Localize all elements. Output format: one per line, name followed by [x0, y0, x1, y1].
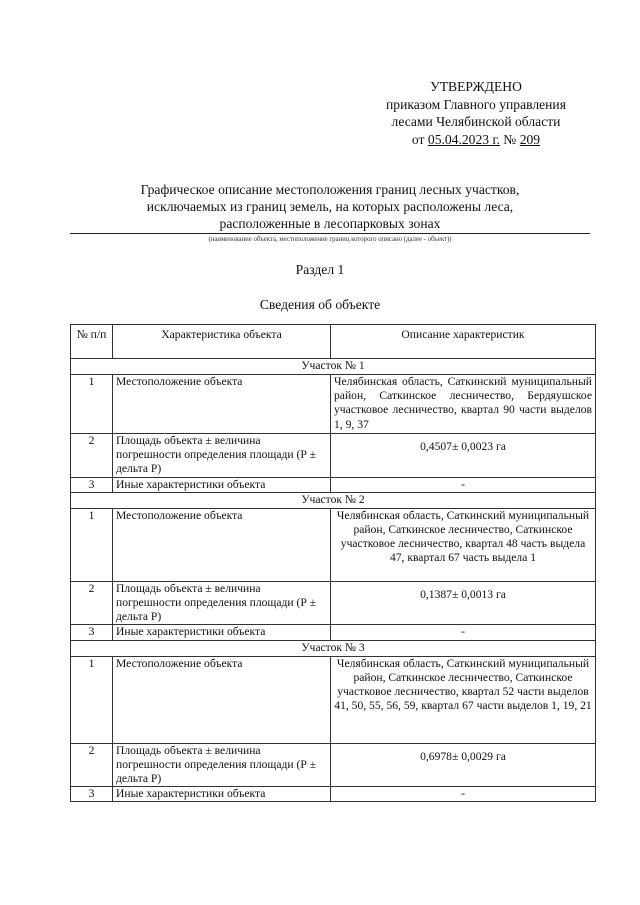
table-row [71, 375, 596, 434]
row-value: - [331, 625, 596, 640]
row-number: 1 [71, 656, 113, 743]
approval-line-order: приказом Главного управления [386, 96, 566, 112]
table-row [71, 656, 596, 743]
title-underline [70, 233, 590, 234]
section-heading: Раздел 1 [295, 262, 345, 277]
document-title [70, 181, 590, 232]
row-label: Иные характеристики объекта [113, 477, 331, 492]
row-number: 2 [71, 434, 113, 478]
row-value: Челябинская область, Саткинский муниципальный район, Саткинское лесничество, Саткинское участковое лесничество, квартал 52 части выделов 41, 50, 55, 56, 59, квартал 67 части выделов 1, 19, 21 [331, 656, 596, 743]
table-row [71, 743, 596, 787]
plot-heading: Участок № 1 [71, 359, 596, 375]
title-note: (наименование объекта, местоположение границ которого описано (далее - объект)) [208, 236, 452, 243]
approval-number: 209 [519, 131, 541, 147]
table-row [71, 477, 596, 492]
subsection-heading: Сведения об объекте [259, 297, 381, 312]
header-characteristic: Характеристика объекта [113, 325, 331, 359]
plot-heading-row [71, 492, 596, 508]
row-number: 2 [71, 743, 113, 787]
row-value: Челябинская область, Саткинский муниципальный район, Саткинское лесничество, Бердяушское участковое лесничество, квартал 90 части выделов 1, 9, 37 [331, 375, 596, 434]
approval-block [366, 78, 586, 148]
table-row [71, 581, 596, 625]
row-value: 0,4507± 0,0023 га [331, 434, 596, 478]
row-label: Иные характеристики объекта [113, 787, 331, 802]
plot-heading: Участок № 3 [71, 640, 596, 656]
row-label: Площадь объекта ± величина погрешности определения площади (Р ± дельта Р) [113, 434, 331, 478]
header-description: Описание характеристик [331, 325, 596, 359]
approval-heading: УТВЕРЖДЕНО [430, 79, 522, 94]
row-label: Местоположение объекта [113, 508, 331, 581]
approval-date: 05.04.2023 г. [427, 131, 500, 147]
row-number: 3 [71, 787, 113, 802]
approval-date-prefix: от [411, 131, 428, 147]
row-value: - [331, 477, 596, 492]
row-label: Площадь объекта ± величина погрешности определения площади (Р ± дельта Р) [113, 743, 331, 787]
row-label: Местоположение объекта [113, 656, 331, 743]
approval-line-agency: лесами Челябинской области [391, 114, 561, 129]
table-row [71, 508, 596, 581]
title-line-1: Графическое описание местоположения границ лесных участков, [140, 182, 520, 197]
approval-line-date [366, 131, 586, 149]
row-number: 2 [71, 581, 113, 625]
row-label: Иные характеристики объекта [113, 625, 331, 640]
object-info-table [70, 324, 596, 802]
row-value: Челябинская область, Саткинский муниципальный район, Саткинское лесничество, Саткинское участковое лесничество, квартал 48 часть выдела 47, квартал 67 часть выдела 1 [331, 508, 596, 581]
row-number: 1 [71, 508, 113, 581]
title-line-2: исключаемых из границ земель, на которых расположены леса, [146, 199, 514, 214]
table-header-row [71, 325, 596, 359]
row-number: 3 [71, 477, 113, 492]
table-row [71, 787, 596, 802]
row-number: 1 [71, 375, 113, 434]
table-row [71, 434, 596, 478]
row-value: - [331, 787, 596, 802]
table-row [71, 625, 596, 640]
plot-heading-row [71, 640, 596, 656]
plot-heading: Участок № 2 [71, 492, 596, 508]
row-label: Площадь объекта ± величина погрешности определения площади (Р ± дельта Р) [113, 581, 331, 625]
plot-heading-row [71, 359, 596, 375]
header-number: № п/п [71, 325, 113, 359]
title-line-3: расположенные в лесопарковых зонах [219, 216, 441, 231]
row-label: Местоположение объекта [113, 375, 331, 434]
row-value: 0,1387± 0,0013 га [331, 581, 596, 625]
row-number: 3 [71, 625, 113, 640]
row-value: 0,6978± 0,0029 га [331, 743, 596, 787]
approval-number-sign: № [499, 131, 520, 147]
